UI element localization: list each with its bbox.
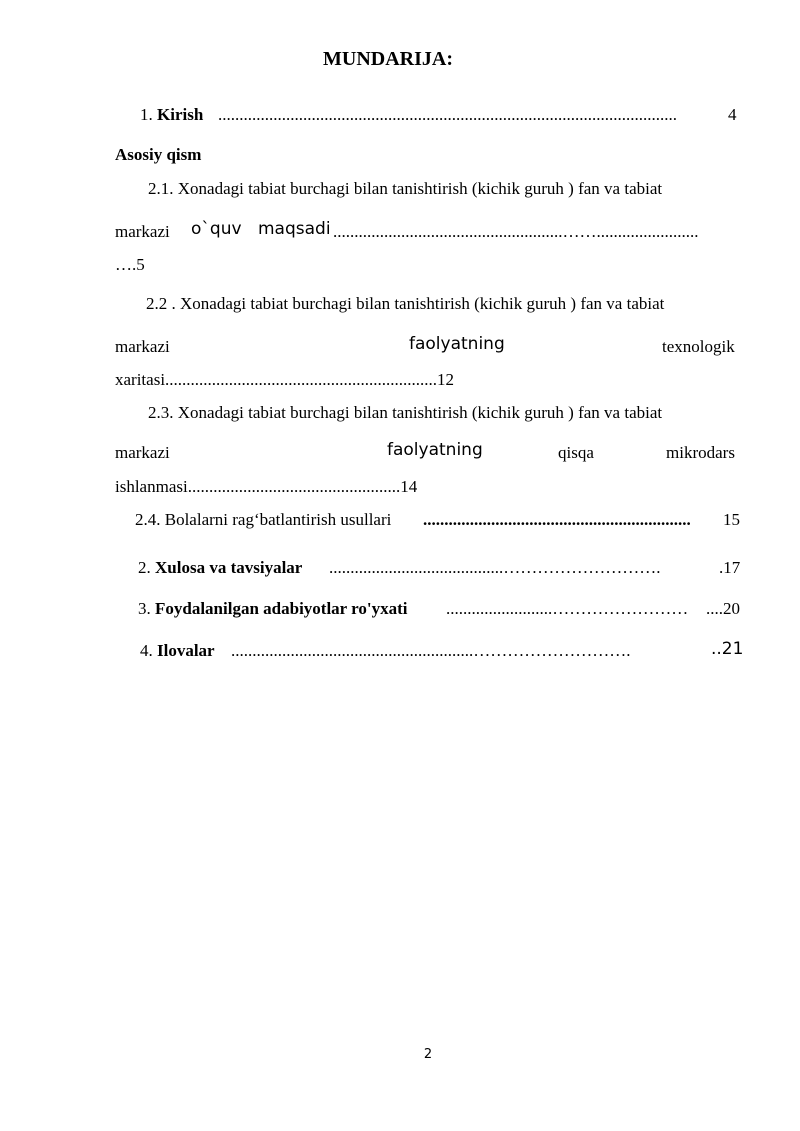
toc-entry-ilovalar	[140, 641, 215, 661]
toc-label: Foydalanilgan adabiyotlar ro'yxati	[155, 599, 408, 618]
toc-entry-adabiyot	[138, 599, 408, 619]
toc-leader: .........................................……………………….	[329, 558, 661, 577]
section-heading: Asosiy qism	[115, 145, 202, 164]
toc-word: faolyatning	[409, 334, 505, 354]
page-number: 2	[423, 1047, 433, 1062]
toc-page: 4	[728, 105, 737, 124]
toc-word: maqsadi	[258, 219, 331, 239]
toc-number: 1.	[140, 105, 153, 124]
page-title: MUNDARIJA:	[323, 48, 453, 70]
toc-page: 15	[723, 510, 740, 529]
toc-word: faolyatning	[387, 440, 483, 460]
toc-leader: .........................................................……………………….	[231, 641, 631, 660]
toc-entry-2-3-line3: ishlanmasi..................................................14	[115, 477, 418, 496]
toc-word: markazi	[115, 337, 170, 356]
toc-leader: ......................................................……........................	[333, 222, 699, 241]
toc-page: ....20	[706, 599, 740, 618]
toc-entry-kirish	[140, 105, 203, 125]
toc-entry-xulosa	[138, 558, 302, 578]
toc-entry-2-3-line1: 2.3. Xonadagi tabiat burchagi bilan tanishtirish (kichik guruh ) fan va tabiat	[148, 403, 663, 422]
toc-leader: .........................……………………	[446, 599, 689, 618]
toc-leader: ............................................................................................................	[218, 105, 677, 124]
toc-number: 3.	[138, 599, 151, 618]
toc-number: 2.	[138, 558, 151, 577]
toc-label: Ilovalar	[157, 641, 215, 660]
toc-word: markazi	[115, 443, 170, 462]
toc-word: mikrodars	[666, 443, 735, 462]
toc-entry-2-2-line3: xaritasi................................................................12	[115, 370, 455, 389]
toc-leader: ...............................................................	[423, 510, 691, 529]
toc-word: markazi	[115, 222, 170, 241]
toc-word: qisqa	[558, 443, 594, 462]
toc-label: Xulosa va tavsiyalar	[155, 558, 303, 577]
toc-entry-2-4: 2.4. Bolalarni rag‘batlantirish usullari	[135, 510, 392, 529]
toc-number: 4.	[140, 641, 153, 660]
toc-entry-2-2-line1: 2.2 . Xonadagi tabiat burchagi bilan tanishtirish (kichik guruh ) fan va tabiat	[146, 294, 665, 313]
toc-page: ….5	[115, 255, 145, 274]
toc-label: Kirish	[157, 105, 204, 124]
toc-word: texnologik	[662, 337, 735, 356]
toc-text: 2.1. Xonadagi tabiat burchagi bilan tanishtirish (kichik guruh ) fan va tabiat	[148, 179, 663, 198]
toc-entry-2-1-line1	[148, 179, 743, 199]
toc-word: o`quv	[191, 219, 242, 239]
toc-page: .17	[719, 558, 741, 577]
toc-page: ..21	[711, 639, 744, 659]
